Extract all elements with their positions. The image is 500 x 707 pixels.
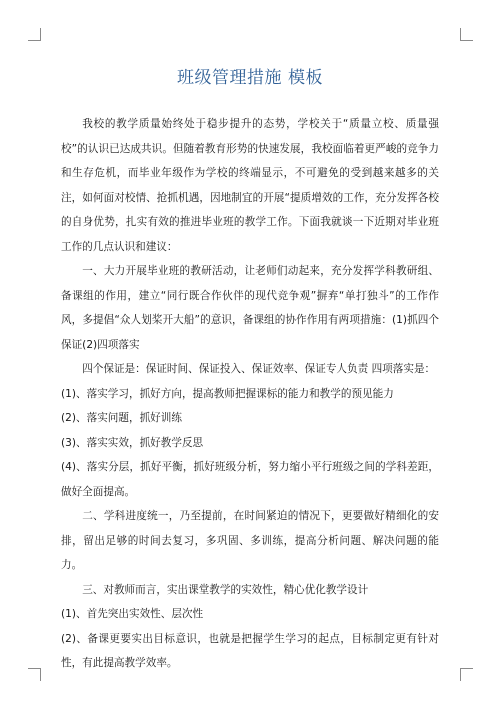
paragraph: 一、大力开展毕业班的教研活动，让老师们动起来，充分发挥学科教研组、备课组的作用，建立“同行既合作伙伴的现代竞争观”摒弃“单打独斗”的工作作风，多提倡“众人划桨开大船”的意识，备课组的协作作用有两项措施：(1)抓四个保证(2)四项落实 — [61, 265, 439, 351]
document-body — [61, 112, 439, 676]
document-title: 班级管理措施 模板 — [177, 68, 323, 88]
paragraph: 三、对教师而言，实出课堂教学的实效性，精心优化教学设计 — [82, 583, 369, 596]
paragraph: 四个保证是：保证时间、保证投入、保证效率、保证专人负责 四项落实是： — [82, 363, 436, 375]
crop-mark-top-right — [460, 40, 473, 41]
paragraph: (1)、落实学习，抓好方向，提高教师把握课标的能力和教学的预见能力 — [61, 387, 394, 400]
crop-mark-top-left — [40, 28, 41, 41]
paragraph: 二、学科进度统一，乃至提前，在时间紧迫的情况下，更要做好精细化的安排，留出足够的时间去复习，多巩固、多训练，提高分析问题、解决问题的能力。 — [61, 510, 439, 571]
crop-mark-bottom-right — [460, 668, 473, 669]
paragraph: (3)、落实实效，抓好教学反思 — [61, 436, 204, 449]
paragraph: (2)、落实问题，抓好训练 — [61, 412, 182, 424]
crop-mark-bottom-left — [40, 668, 41, 681]
paragraph: (2)、备课更要实出目标意识，也就是把握学生学习的起点，目标制定更有针对性，有此提高教学效率。 — [61, 632, 439, 669]
crop-mark-bottom-right — [460, 668, 461, 681]
paragraph: 我校的教学质量始终处于稳步提升的态势，学校关于“质量立校、质量强校”的认识已达成共识。但随着教育形势的快速发展，我校面临着更严峻的竞争力和生存危机，而毕业年级作为学校的终端显示，不可避免的受到越来越多的关注，如何面对校情、抢抓机遇，因地制宜的开展“提质增效的工作，充分发挥各校的自身优势，扎实有效的推进毕业班的教学工作。下面我就谈一下近期对毕业班工作的几点认识和建议： — [61, 118, 439, 253]
paragraph: (4)、落实分层，抓好平衡，抓好班级分析，努力缩小平行班级之间的学科差距，做好全面提高。 — [61, 461, 439, 498]
paragraph: (1)、首先突出实效性、层次性 — [61, 608, 204, 620]
crop-mark-top-right — [460, 28, 461, 41]
